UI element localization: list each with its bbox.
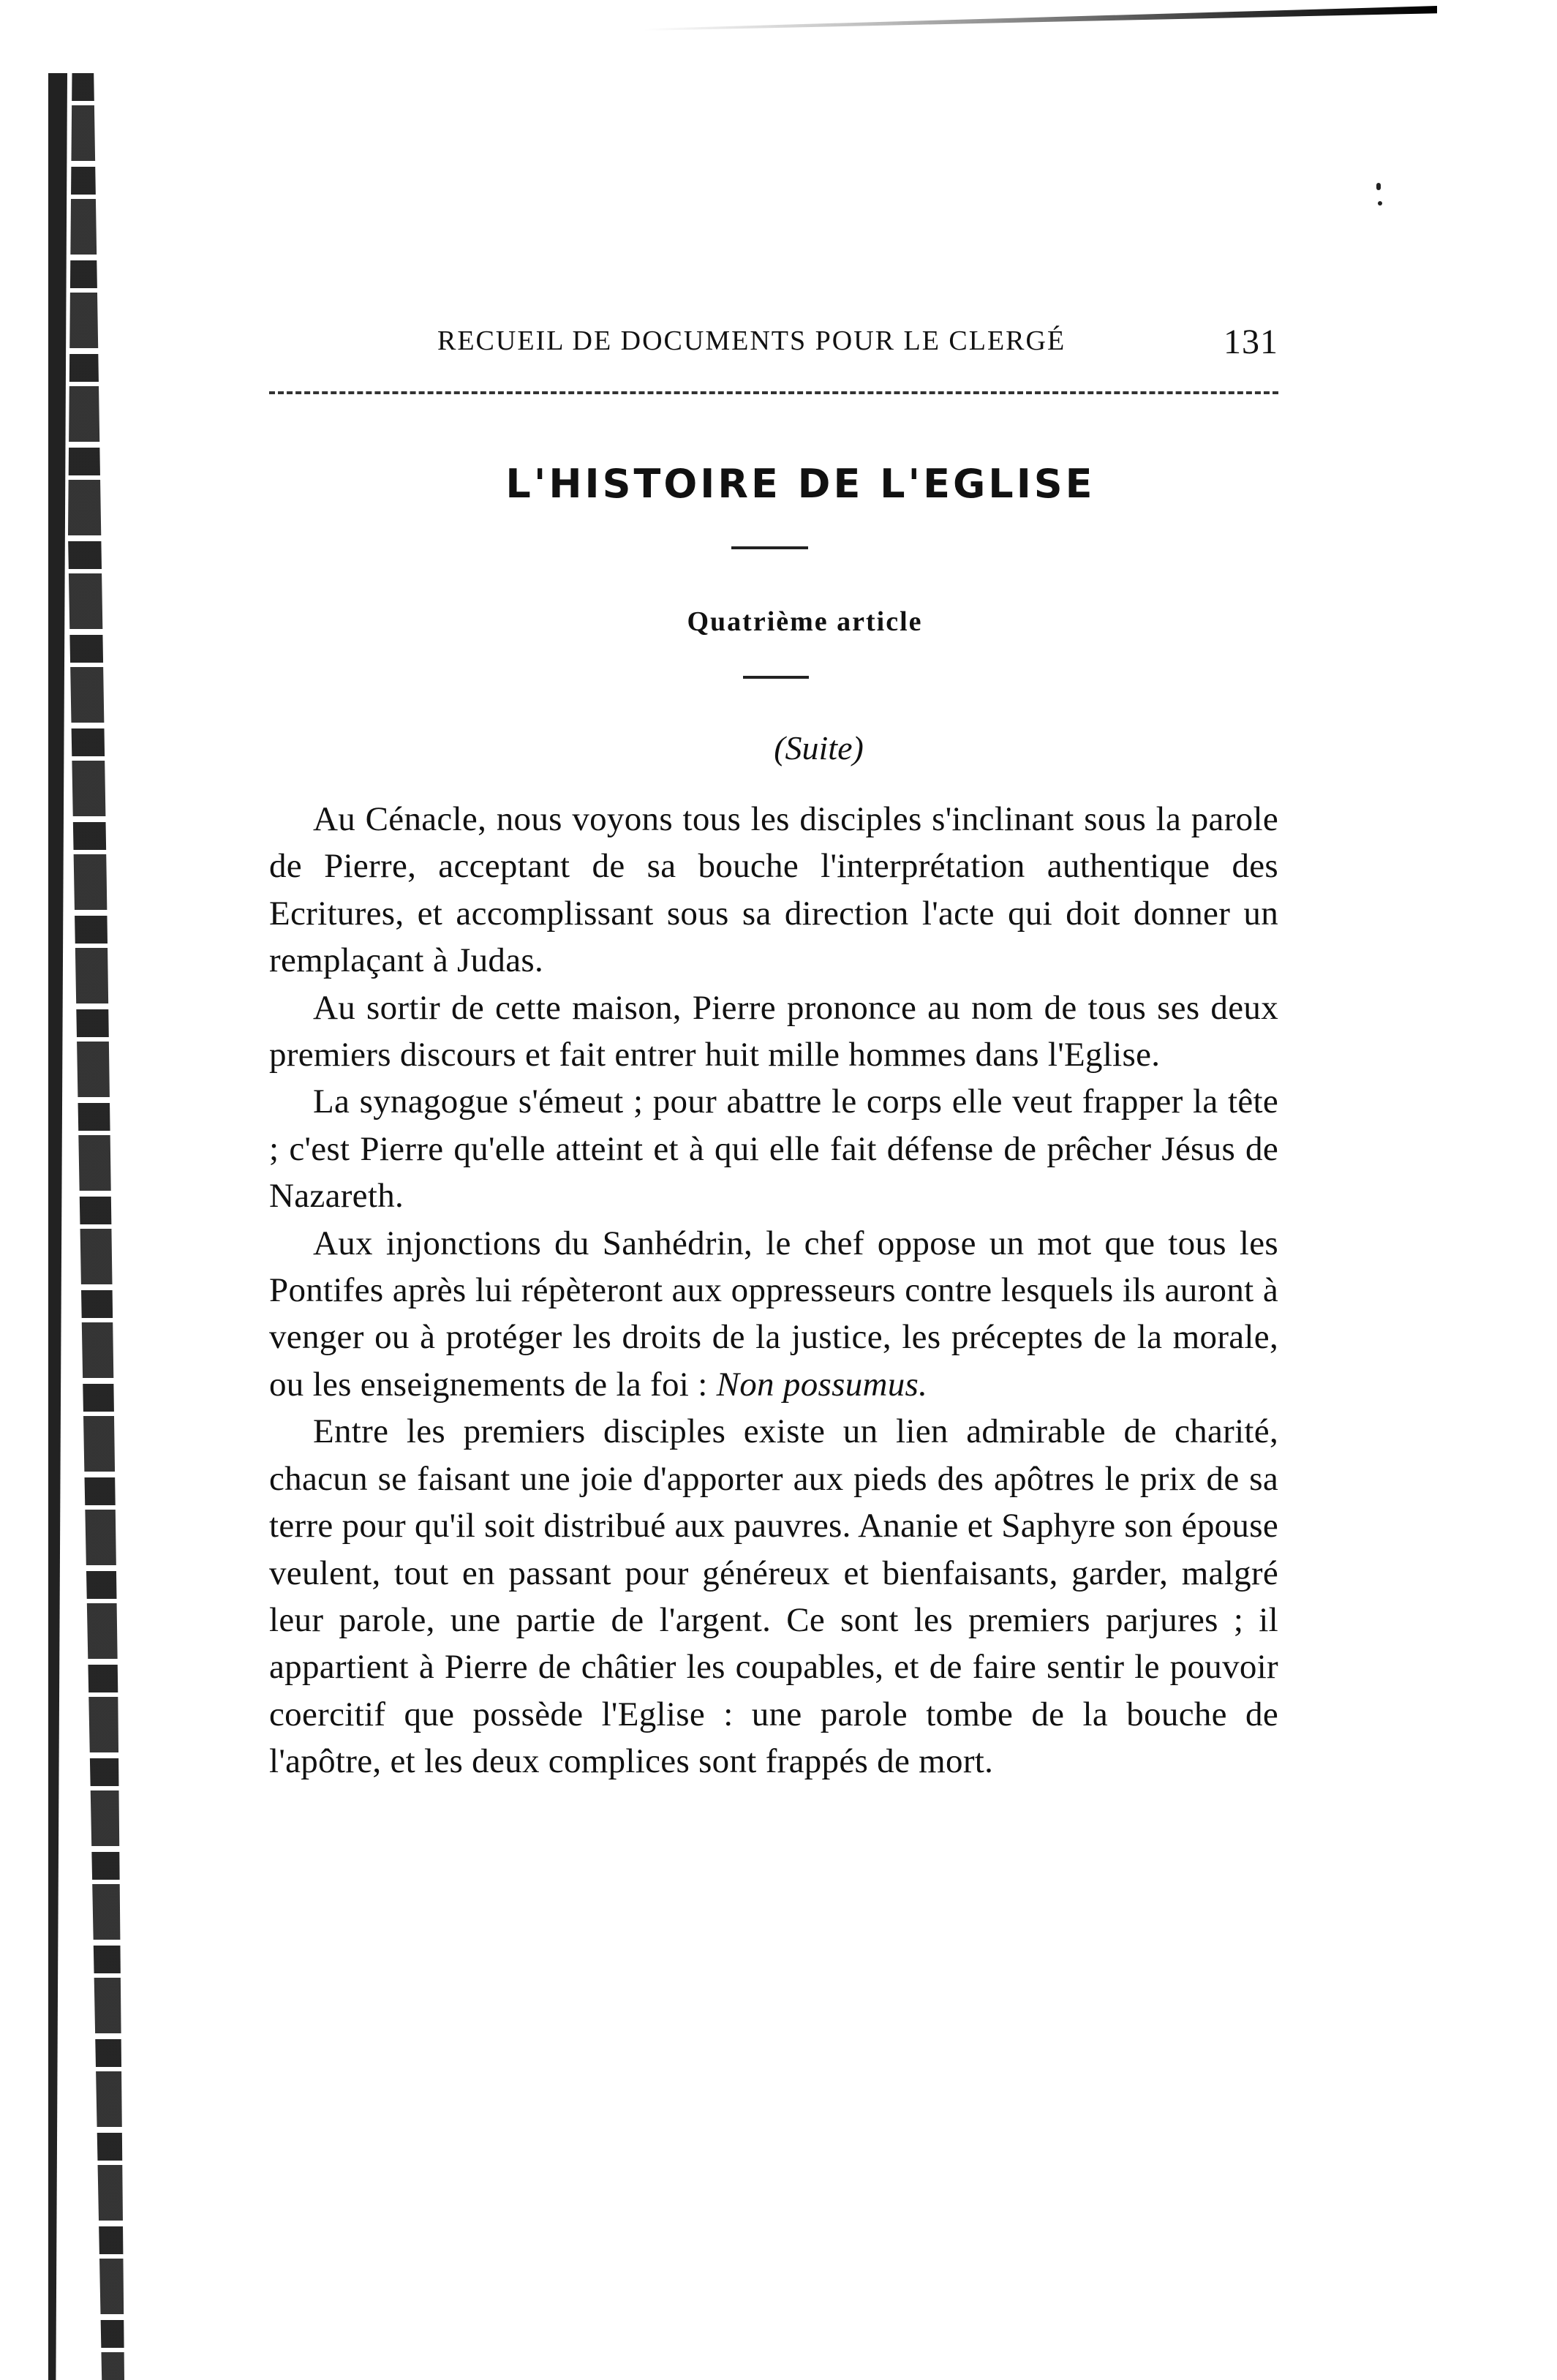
paragraph: Au sortir de cette maison, Pierre prononce au nom de tous ses deux premiers discours et fait entrer huit mille hommes dans l'Eglise. bbox=[269, 988, 1278, 1074]
latin-phrase: Non possumus. bbox=[716, 1365, 928, 1404]
article-body bbox=[269, 796, 1278, 1785]
article-subtitle: Quatrième article bbox=[687, 606, 923, 637]
article-title: L'HISTOIRE DE L'EGLISE bbox=[505, 461, 1096, 507]
page-number: 131 bbox=[1224, 323, 1278, 361]
scan-speck bbox=[1378, 201, 1382, 206]
paragraph: Entre les premiers disciples existe un lien admirable de charité, chacun se faisant une joie d'apporter aux pieds des apôtres le prix de sa terre pour qu'il soit distribué aux pauvres. Ananie et Saphyre son épouse veulent, tout en passant pour généreux et bienfaisants, garder, malgré leur parole, une partie de l'argent. Ce sont les premiers parjures ; il appartient à Pierre de châtier les coupables, et de faire sentir le pouvoir coercitif que possède l'Eglise : une parole tombe de la bouche de l'apôtre, et les deux complices sont frappés de mort. bbox=[269, 1412, 1278, 1781]
paragraph: La synagogue s'émeut ; pour abattre le corps elle veut frapper la tête ; c'est Pierre qu'elle atteint et à qui elle fait défense de prêcher Jésus de Nazareth. bbox=[269, 1082, 1278, 1216]
scan-binding-shadow bbox=[48, 73, 67, 2380]
running-header bbox=[437, 322, 1278, 366]
paragraph bbox=[269, 1220, 1278, 1409]
title-divider bbox=[731, 546, 808, 549]
scan-speck bbox=[1376, 183, 1381, 190]
subtitle-divider bbox=[743, 676, 809, 679]
continuation-label: (Suite) bbox=[774, 729, 864, 767]
scan-top-edge bbox=[644, 6, 1437, 31]
header-divider bbox=[269, 391, 1278, 394]
paragraph: Au Cénacle, nous voyons tous les disciples s'inclinant sous la parole de Pierre, acceptant de sa bouche l'interprétation authentique des Ecritures, et accomplissant sous sa direction l'acte qui doit donner un remplaçant à Judas. bbox=[269, 800, 1278, 980]
running-title: RECUEIL DE DOCUMENTS POUR LE CLERGÉ bbox=[437, 325, 1066, 356]
paragraph-text: Aux injonctions du Sanhédrin, le chef oppose un mot que tous les Pontifes après lui répèteront aux oppresseurs contre lesquels ils auront à venger ou à protéger les droits de la justice, les préceptes de la morale, ou les enseignements de la foi : bbox=[269, 1224, 1278, 1404]
